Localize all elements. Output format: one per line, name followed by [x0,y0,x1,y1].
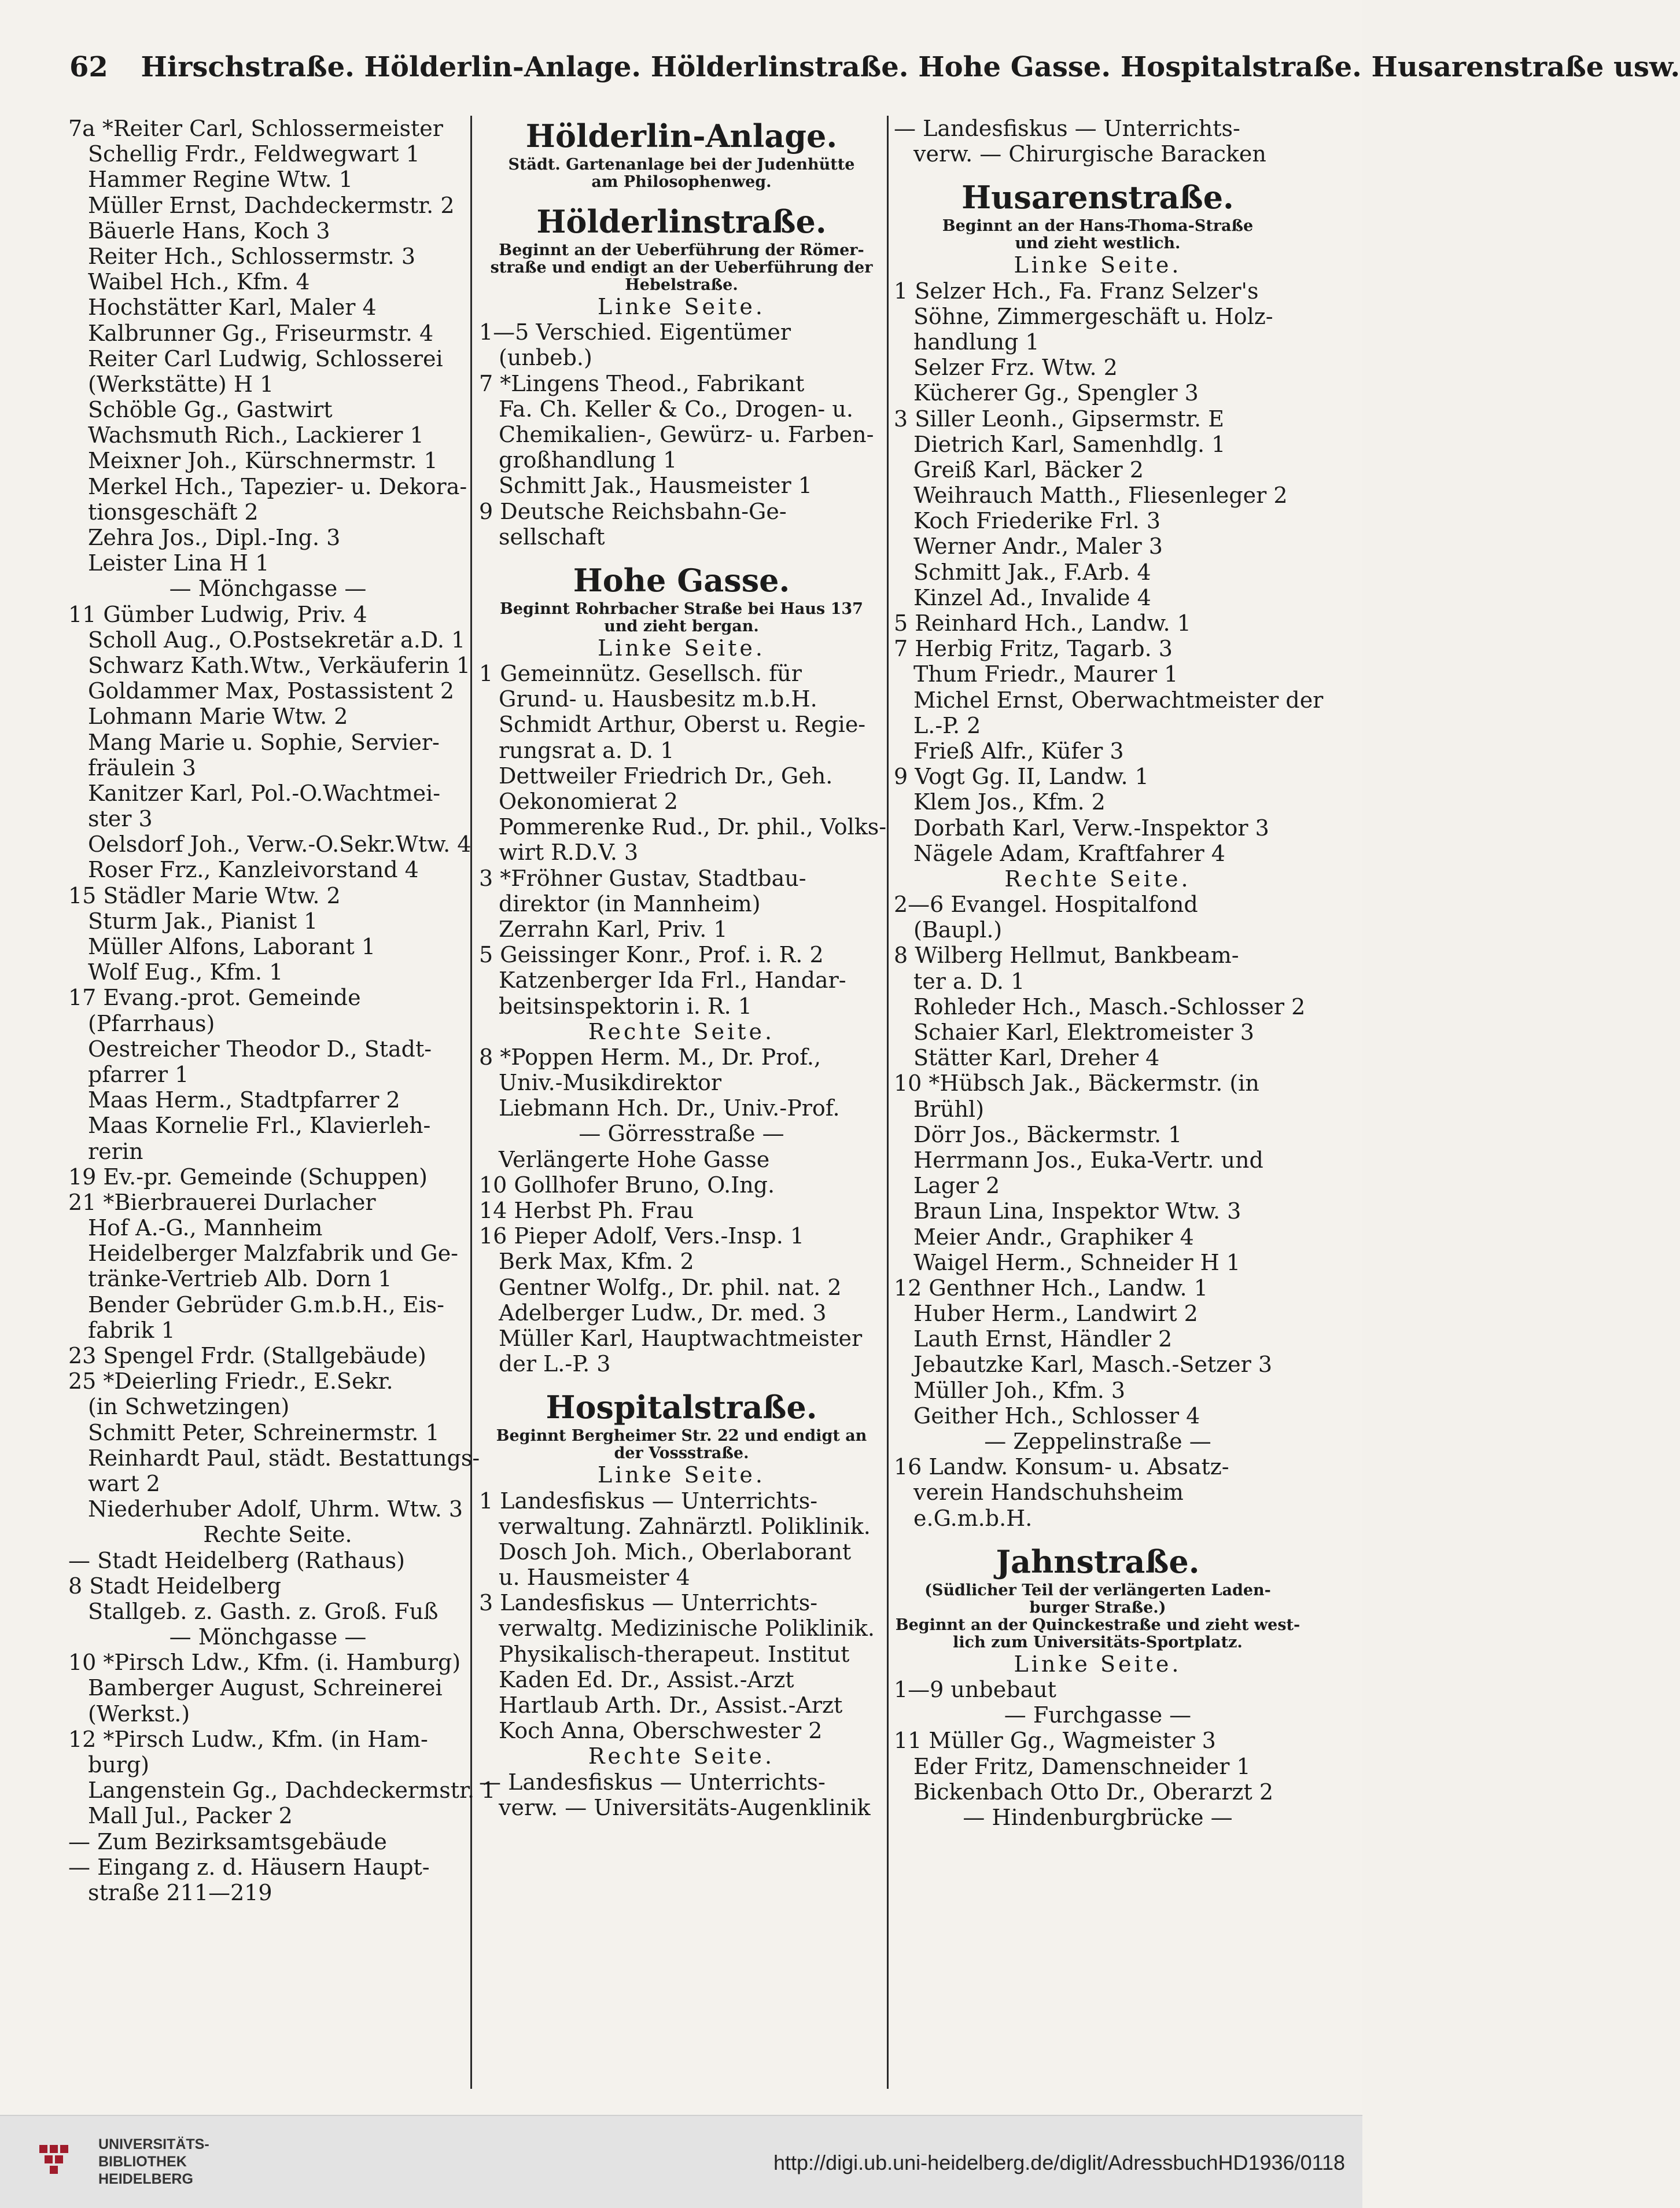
address-entry: Hartlaub Arth. Dr., Assist.-Arzt [499,1692,843,1718]
note-line: Beginnt an der Quinckestraße und zieht west- [895,1615,1300,1634]
address-entry: Meier Andr., Graphiker 4 [913,1224,1194,1250]
address-entry: Koch Friederike Frl. 3 [913,508,1160,534]
address-entry: — Zum Bezirksamtsgebäude [68,1828,387,1854]
address-entry: 16 Landw. Konsum- u. Absatz- [894,1454,1229,1480]
note-line: (Südlicher Teil der verlängerten Laden- [924,1581,1271,1599]
address-entry: straße 211—219 [88,1879,272,1905]
address-entry: Kanitzer Karl, Pol.-O.Wachtmei- [88,780,441,806]
address-entry: 9 Vogt Gg. II, Landw. 1 [894,764,1149,790]
address-entry: — Eingang z. d. Häusern Haupt- [68,1854,430,1880]
column-3 [894,116,1324,2095]
address-entry: 11 Gümber Ludwig, Priv. 4 [68,601,367,627]
address-entry: Hammer Regine Wtw. 1 [88,167,353,193]
column-2 [479,116,887,2095]
address-entry: Schmitt Jak., Hausmeister 1 [499,473,812,499]
address-entry: Schaier Karl, Elektromeister 3 [913,1020,1254,1045]
address-entry: Fa. Ch. Keller & Co., Drogen- u. [499,396,853,422]
address-entry: 12 Genthner Hch., Landw. 1 [894,1275,1208,1301]
note-line: der Vossstraße. [614,1444,749,1463]
address-entry: Goldammer Max, Postassistent 2 [88,678,455,704]
university-library-logo-icon [35,2133,87,2185]
address-entry: der L.-P. 3 [499,1351,611,1377]
address-entry: Chemikalien-, Gewürz- u. Farben- [499,421,874,447]
address-entry: Schwarz Kath.Wtw., Verkäuferin 1 [88,652,471,678]
address-entry: Thum Friedr., Maurer 1 [913,661,1178,687]
address-entry: Bäuerle Hans, Koch 3 [88,218,330,244]
address-entry: Lohmann Marie Wtw. 2 [88,704,348,730]
entry-list [479,319,884,550]
address-entry: Oekonomierat 2 [499,789,678,814]
address-entry: Niederhuber Adolf, Uhrm. Wtw. 3 [88,1496,463,1522]
address-entry: 12 *Pirsch Ludw., Kfm. (in Ham- [68,1726,428,1752]
entry-list [894,892,1306,1531]
address-entry: Jebautzke Karl, Masch.-Setzer 3 [913,1352,1273,1378]
address-entry: Hochstätter Karl, Maler 4 [88,295,377,321]
address-entry: Braun Lina, Inspektor Wtw. 3 [913,1198,1241,1224]
address-entry: Geither Hch., Schlosser 4 [913,1403,1200,1429]
address-entry: (Pfarrhaus) [88,1010,215,1036]
address-entry: e.G.m.b.H. [913,1505,1033,1531]
note-line: Beginnt Bergheimer Str. 22 und endigt an [496,1427,867,1445]
address-entry: 25 *Deierling Friedr., E.Sekr. [68,1368,393,1394]
entry-list [894,116,1302,167]
address-entry: Kaden Ed. Dr., Assist.-Arzt [499,1666,794,1692]
note-line: Beginnt an der Hans-Thoma-Straße [942,217,1254,235]
address-entry: 1—9 unbebaut [894,1676,1056,1702]
address-entry: 21 *Bierbrauerei Durlacher [68,1189,376,1215]
address-entry: Müller Ernst, Dachdeckermstr. 2 [88,192,455,218]
address-entry: Adelberger Ludw., Dr. med. 3 [499,1300,827,1326]
address-entry: Gentner Wolfg., Dr. phil. nat. 2 [499,1274,842,1300]
address-entry: verein Handschuhsheim [913,1480,1184,1506]
address-entry: (Werkstätte) H 1 [88,371,274,397]
entry-list [479,1488,884,1744]
address-entry: 23 Spengel Frdr. (Stallgebäude) [68,1343,426,1368]
heading-hoelderlinstrasse: Hölderlinstraße. [536,203,827,240]
address-entry: 9 Deutsche Reichsbahn-Ge- [479,498,787,524]
note-line: am Philosophenweg. [591,173,772,191]
address-entry: Maas Herm., Stadtpfarrer 2 [88,1087,400,1113]
address-entry: verw. — Universitäts-Augenklinik [499,1794,871,1820]
address-entry: großhandlung 1 [499,447,677,473]
heading-hohe-gasse: Hohe Gasse. [573,561,790,599]
note-line: Städt. Gartenanlage bei der Judenhütte [508,156,855,174]
address-entry: Koch Anna, Oberschwester 2 [499,1718,823,1744]
address-entry: verw. — Chirurgische Baracken [913,141,1266,167]
address-entry: 5 Geissinger Konr., Prof. i. R. 2 [479,942,824,968]
address-entry: Frieß Alfr., Küfer 3 [913,738,1124,764]
page-header [69,51,1680,97]
address-entry: Waigel Herm., Schneider H 1 [913,1249,1241,1275]
address-entry: 1 Selzer Hch., Fa. Franz Selzer's [894,278,1259,304]
address-entry: Klem Jos., Kfm. 2 [913,789,1106,815]
address-entry: 14 Herbst Ph. Frau [479,1198,694,1223]
address-entry: — Furchgasse — [1004,1702,1192,1728]
note-line: Beginnt an der Ueberführung der Römer- [499,241,864,259]
address-entry: Langenstein Gg., Dachdeckermstr. 1 [88,1778,496,1804]
address-entry: Leister Lina H 1 [88,550,270,576]
heading-hospitalstrasse: Hospitalstraße. [546,1389,817,1426]
address-entry: Söhne, Zimmergeschäft u. Holz- [913,303,1273,329]
address-entry: rerin [88,1138,143,1164]
address-entry: — Stadt Heidelberg (Rathaus) [68,1547,406,1573]
address-entry: Grund- u. Hausbesitz m.b.H. [499,686,817,712]
address-entry: 3 *Fröhner Gustav, Stadtbau- [479,865,806,891]
address-entry: 8 Wilberg Hellmut, Bankbeam- [894,943,1239,969]
address-entry: Michel Ernst, Oberwachtmeister der [913,687,1324,713]
address-entry: (in Schwetzingen) [88,1394,290,1420]
address-entry: Kalbrunner Gg., Friseurmstr. 4 [88,320,434,346]
address-entry: — Zeppelinstraße — [984,1429,1211,1454]
side-label: Linke Seite. [598,294,765,319]
address-entry: — Landesfiskus — Unterrichts- [894,116,1240,141]
address-entry: 8 *Poppen Herm. M., Dr. Prof., [479,1044,821,1070]
address-entry: Heidelberger Malzfabrik und Ge- [88,1241,459,1267]
address-entry: Müller Alfons, Laborant 1 [88,934,376,959]
address-entry: 3 Siller Leonh., Gipsermstr. E [894,406,1224,432]
address-entry: direktor (in Mannheim) [499,890,761,917]
side-label: Linke Seite. [598,1462,765,1488]
address-entry: 7 Herbig Fritz, Tagarb. 3 [894,636,1173,662]
source-url-link[interactable]: http://digi.ub.uni-heidelberg.de/diglit/AdressbuchHD1936/0118 [773,2151,1345,2174]
side-label: Linke Seite. [1014,252,1182,278]
library-name: UNIVERSITÄTS- BIBLIOTHEK HEIDELBERG [98,2136,209,2187]
address-entry: Schmitt Peter, Schreinermstr. 1 [88,1419,440,1445]
address-entry: Weihrauch Matth., Fliesenleger 2 [913,483,1288,509]
address-entry: handlung 1 [913,329,1040,355]
address-entry: — Mönchgasse — [169,576,367,602]
address-entry: 7a *Reiter Carl, Schlossermeister [68,116,443,141]
address-entry: Oestreicher Theodor D., Stadt- [88,1036,432,1062]
address-entry: 5 Reinhard Hch., Landw. 1 [894,610,1191,636]
address-entry: 17 Evang.-prot. Gemeinde [68,985,361,1011]
address-entry: Pommerenke Rud., Dr. phil., Volks- [499,814,887,840]
page-title: Hirschstraße. Hölderlin-Anlage. Hölderlinstraße. Hohe Gasse. Hospitalstraße. Husarenstraße usw. [141,51,1680,83]
side-label: Rechte Seite. [1004,866,1191,892]
address-entry: Brühl) [913,1096,985,1122]
address-entry: u. Hausmeister 4 [499,1565,690,1591]
address-entry: Greiß Karl, Bäcker 2 [913,457,1144,483]
address-entry: (unbeb.) [499,345,592,371]
address-entry: Wachsmuth Rich., Lackierer 1 [88,422,424,448]
address-entry: Zehra Jos., Dipl.-Ing. 3 [88,525,341,550]
address-entry: ter a. D. 1 [913,968,1025,994]
address-entry: Roser Frz., Kanzleivorstand 4 [88,857,419,883]
address-entry: ster 3 [88,806,153,832]
address-entry: 15 Städler Marie Wtw. 2 [68,882,341,908]
address-entry: fabrik 1 [88,1317,175,1343]
address-entry: Merkel Hch., Tapezier- u. Dekora- [88,473,467,499]
address-entry: verwaltg. Medizinische Poliklinik. [499,1615,875,1642]
address-entry: Wolf Eug., Kfm. 1 [88,959,283,985]
address-entry: 1—5 Verschied. Eigentümer [479,319,791,345]
side-label: Linke Seite. [1014,1651,1182,1677]
entry-list [479,1769,884,1820]
address-entry: sellschaft [499,524,605,550]
address-entry: rungsrat a. D. 1 [499,737,675,763]
address-entry: — Hindenburgbrücke — [963,1804,1233,1830]
address-entry: 10 Gollhofer Bruno, O.Ing. [479,1172,775,1198]
address-entry: L.-P. 2 [913,712,981,738]
address-entry: Dorbath Karl, Verw.-Inspektor 3 [913,815,1269,841]
address-entry: burg) [88,1752,150,1778]
address-entry: wirt R.D.V. 3 [499,840,639,866]
address-entry: Mang Marie u. Sophie, Servier- [88,729,440,755]
address-entry: Dettweiler Friedrich Dr., Geh. [499,763,833,789]
address-entry: Waibel Hch., Kfm. 4 [88,269,310,295]
address-entry: Bickenbach Otto Dr., Oberarzt 2 [913,1779,1274,1805]
address-entry: 7 *Lingens Theod., Fabrikant [479,370,805,396]
address-entry: Dosch Joh. Mich., Oberlaborant [499,1539,852,1565]
address-entry: Kinzel Ad., Invalide 4 [913,584,1151,610]
side-label: Linke Seite. [598,635,765,661]
address-entry: Huber Herm., Landwirt 2 [913,1301,1198,1327]
address-entry: 11 Müller Gg., Wagmeister 3 [894,1728,1216,1754]
note-line: lich zum Universitäts-Sportplatz. [953,1633,1243,1651]
heading-hoelderlin-anlage: Hölderlin-Anlage. [525,117,838,154]
address-entry: Physikalisch-therapeut. Institut [499,1641,850,1667]
address-entry: Bender Gebrüder G.m.b.H., Eis- [88,1291,445,1318]
address-entry: Dietrich Karl, Samenhdlg. 1 [913,431,1226,457]
address-entry: Stätter Karl, Dreher 4 [913,1045,1160,1071]
address-entry: Oelsdorf Joh., Verw.-O.Sekr.Wtw. 4 [88,831,471,858]
address-entry: tionsgeschäft 2 [88,499,259,525]
address-entry: 10 *Pirsch Ldw., Kfm. (i. Hamburg) [68,1650,461,1676]
address-entry: Berk Max, Kfm. 2 [499,1249,694,1275]
address-entry: fräulein 3 [88,755,196,781]
address-entry: Nägele Adam, Kraftfahrer 4 [913,840,1225,866]
address-entry: 2—6 Evangel. Hospitalfond [894,892,1198,918]
address-entry: Müller Karl, Hauptwachtmeister [499,1325,863,1351]
address-entry: Mall Jul., Packer 2 [88,1803,293,1829]
heading-jahnstrasse: Jahnstraße. [996,1543,1200,1580]
address-entry: Maas Kornelie Frl., Klavierleh- [88,1113,431,1139]
address-entry: Bamberger August, Schreinerei [88,1675,443,1701]
address-entry: Meixner Joh., Kürschnermstr. 1 [88,448,438,474]
entry-list [894,278,1324,866]
address-entry: Scholl Aug., O.Postsekretär a.D. 1 [88,627,466,653]
address-entry: Rohleder Hch., Masch.-Schlosser 2 [913,993,1306,1020]
entry-list [479,661,887,1019]
address-entry: Herrmann Jos., Euka-Vertr. und [913,1147,1263,1173]
address-entry: Lauth Ernst, Händler 2 [913,1326,1173,1352]
address-entry: beitsinspektorin i. R. 1 [499,993,752,1019]
column-1 [68,116,496,2095]
address-entry: 16 Pieper Adolf, Vers.-Insp. 1 [479,1223,805,1249]
address-entry: Werner Andr., Maler 3 [913,533,1163,560]
address-entry: tränke-Vertrieb Alb. Dorn 1 [88,1266,392,1292]
entry-list [479,1044,884,1377]
address-entry: 8 Stadt Heidelberg [68,1573,281,1599]
page-number: 62 [69,51,108,83]
address-entry: Dörr Jos., Bäckermstr. 1 [913,1121,1182,1147]
address-entry: Univ.-Musikdirektor [499,1070,722,1096]
side-label: Rechte Seite. [588,1743,775,1769]
entry-list [894,1677,1302,1830]
address-entry: — Mönchgasse — [169,1624,367,1650]
address-entry: Verlängerte Hohe Gasse [499,1146,770,1172]
address-entry: 19 Ev.-pr. Gemeinde (Schuppen) [68,1164,428,1190]
address-entry: Schmitt Jak., F.Arb. 4 [913,559,1151,585]
address-entry: Stallgeb. z. Gasth. z. Groß. Fuß [88,1598,439,1624]
heading-husarenstrasse: Husarenstraße. [961,179,1234,216]
address-entry: (Baupl.) [913,917,1003,943]
address-entry: pfarrer 1 [88,1061,189,1087]
address-entry: Selzer Frz. Wtw. 2 [913,355,1118,381]
address-entry: Müller Joh., Kfm. 3 [913,1377,1126,1403]
address-entry: 1 Gemeinnütz. Gesellsch. für [479,661,802,687]
address-entry: 3 Landesfiskus — Unterrichts- [479,1590,818,1616]
address-entry: Lager 2 [913,1173,1000,1199]
address-entry: (Werkst.) [88,1701,190,1727]
address-entry: wart 2 [88,1470,160,1496]
address-entry: Eder Fritz, Damenschneider 1 [913,1753,1251,1779]
address-entry: Liebmann Hch. Dr., Univ.-Prof. [499,1095,840,1121]
note-line: burger Straße.) [1029,1598,1166,1617]
address-entry: Zerrahn Karl, Priv. 1 [499,916,728,942]
address-entry: verwaltung. Zahnärztl. Poliklinik. [499,1513,871,1539]
footer-bar [0,2115,1362,2208]
address-entry: Rechte Seite. [203,1522,352,1548]
address-entry: — Landesfiskus — Unterrichts- [479,1769,826,1795]
address-entry: — Görresstraße — [579,1121,784,1147]
column-rule-right [887,116,889,2089]
address-entry: 10 *Hübsch Jak., Bäckermstr. (in [894,1070,1259,1096]
note-line: Hebelstraße. [625,276,738,294]
address-entry: Reiter Hch., Schlossermstr. 3 [88,243,415,269]
address-entry: Kücherer Gg., Spengler 3 [913,380,1199,406]
address-entry: Hof A.-G., Mannheim [88,1215,323,1241]
address-entry: Reiter Carl Ludwig, Schlosserei [88,345,443,371]
note-line: Beginnt Rohrbacher Straße bei Haus 137 [500,599,863,618]
address-entry: Reinhardt Paul, städt. Bestattungs- [88,1445,480,1471]
address-entry: Schellig Frdr., Feldwegwart 1 [88,141,420,167]
note-line: und zieht westlich. [1015,234,1181,253]
note-line: straße und endigt an der Ueberführung der [490,259,873,277]
address-entry: Sturm Jak., Pianist 1 [88,908,318,934]
address-entry: Schöble Gg., Gastwirt [88,397,333,423]
address-entry: Katzenberger Ida Frl., Handar- [499,967,846,993]
note-line: und zieht bergan. [604,617,759,635]
side-label: Rechte Seite. [588,1018,775,1044]
address-entry: 1 Landesfiskus — Unterrichts- [479,1488,818,1514]
address-entry: Schmidt Arthur, Oberst u. Regie- [499,712,866,738]
